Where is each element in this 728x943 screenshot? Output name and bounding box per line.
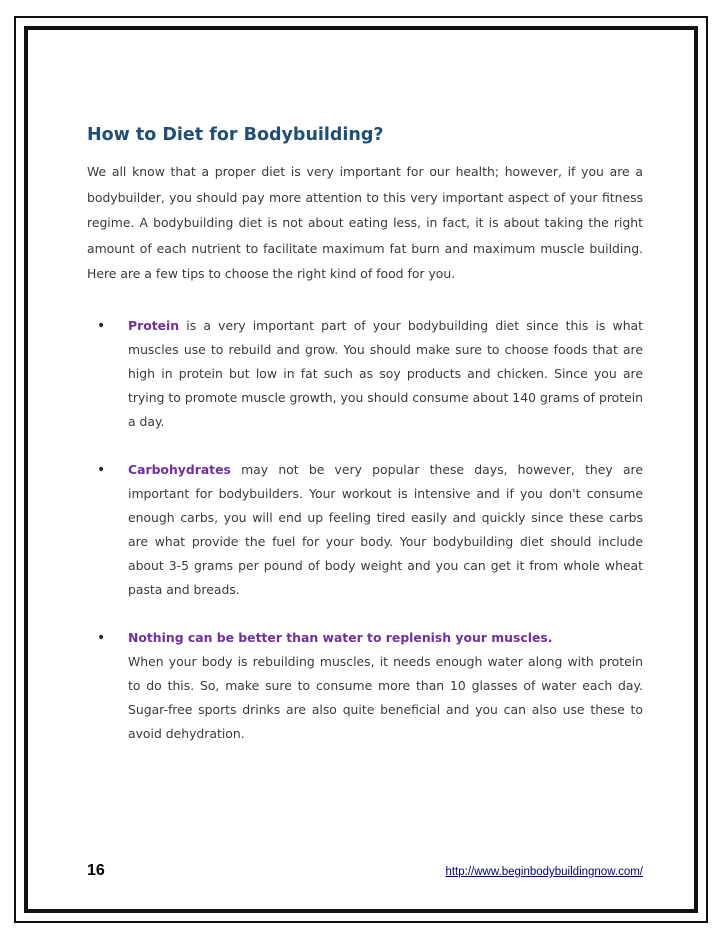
tip-text: When your body is rebuilding muscles, it needs enough water along with protein to do this. So, make sure to consume more than 10 glasses of water each day. Sugar-free sports drinks are also quite beneficial and you can also use these to avoid dehydration. <box>128 654 643 741</box>
tips-list <box>87 314 643 746</box>
page-title: How to Diet for Bodybuilding? <box>87 125 384 145</box>
bullet-icon: • <box>97 630 106 646</box>
bullet-icon: • <box>97 462 106 478</box>
tip-keyword: Protein <box>128 318 180 333</box>
tip-text: is a very important part of your bodybuilding diet since this is what muscles use to rebuild and grow. You should make sure to choose foods that are high in protein but low in fat such as soy products and chicken. Since you are trying to promote muscle growth, you should consume about 140 grams of protein a day. <box>128 318 643 429</box>
list-item-protein <box>87 314 643 434</box>
list-item-water <box>87 626 643 746</box>
tip-keyword: Carbohydrates <box>128 462 231 477</box>
bullet-icon: • <box>97 318 106 334</box>
footer-website-link[interactable]: http://www.beginbodybuildingnow.com/ <box>445 866 643 878</box>
page-number: 16 <box>87 862 105 879</box>
intro-paragraph: We all know that a proper diet is very important for our health; however, if you are a bodybuilder, you should pay more attention to this very important aspect of your fitness regime. A bodybuilding diet is not about eating less, in fact, it is about taking the right amount of each nutrient to facilitate maximum fat burn and maximum muscle building. Here are a few tips to choose the right kind of food for you. <box>87 164 643 282</box>
tip-text: may not be very popular these days, however, they are important for bodybuilders. Your workout is intensive and if you don't consume enough carbs, you will end up feeling tired easily and quickly since these carbs are what provide the fuel for your body. Your bodybuilding diet should include about 3-5 grams per pound of body weight and you can get it from whole wheat pasta and breads. <box>128 462 643 597</box>
tip-keyword: Nothing can be better than water to replenish your muscles. <box>128 630 553 645</box>
list-item-carbohydrates <box>87 458 643 602</box>
